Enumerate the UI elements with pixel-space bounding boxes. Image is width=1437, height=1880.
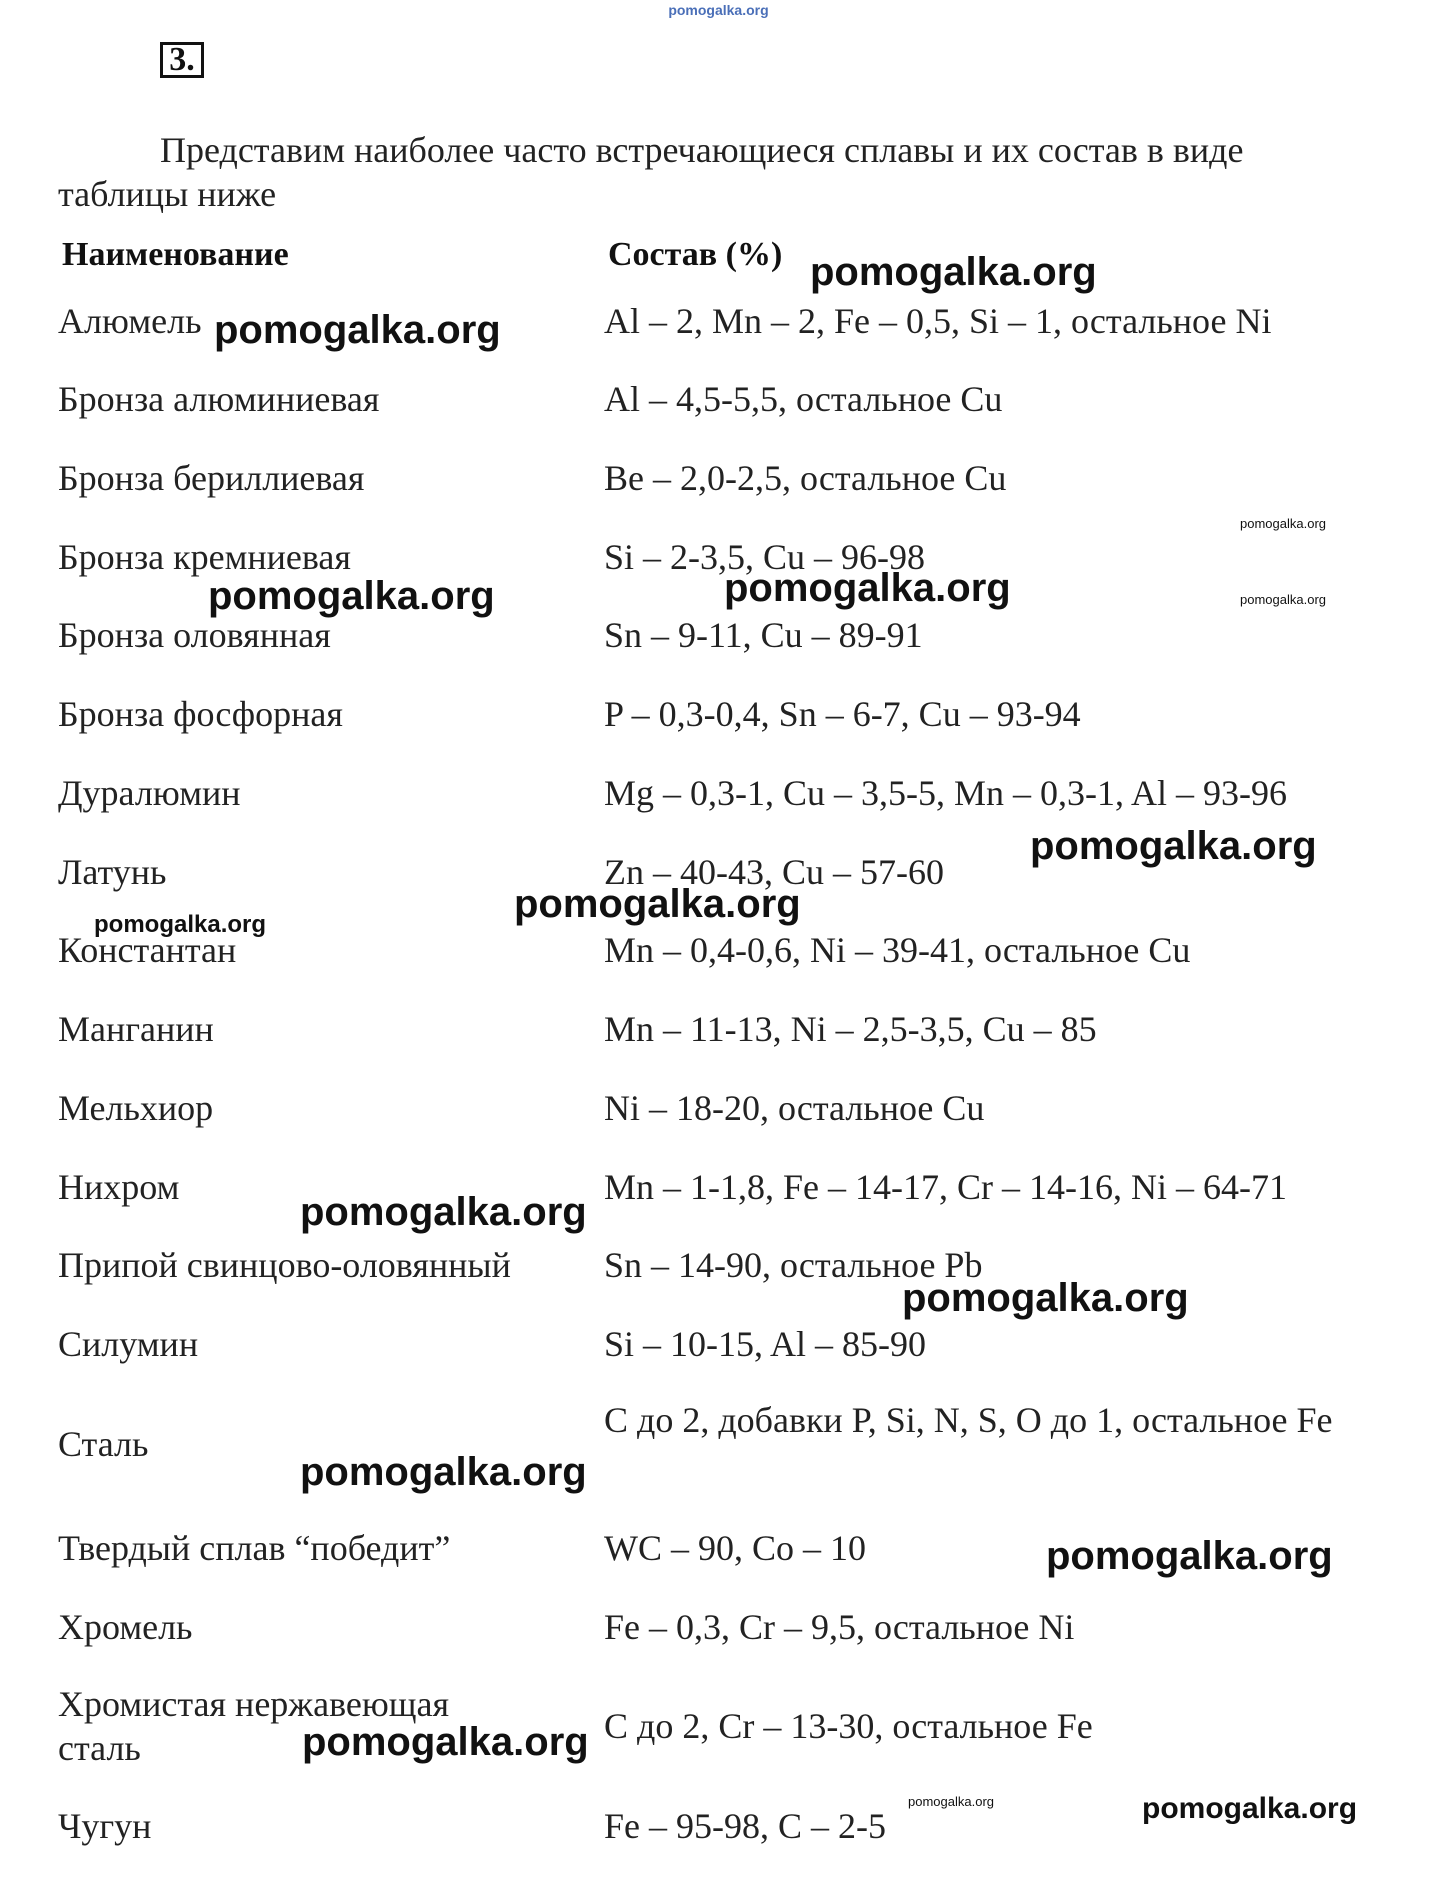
alloy-composition: Sn – 9-11, Cu – 89-91 (604, 615, 923, 655)
alloy-name: Твердый сплав “победит” (58, 1528, 451, 1568)
watermark: pomogalka.org (810, 250, 1097, 294)
alloy-name: Алюмель (58, 301, 202, 341)
alloy-composition: WC – 90, Co – 10 (604, 1528, 867, 1568)
watermark: pomogalka.org (514, 882, 801, 926)
watermark: pomogalka.org (1030, 824, 1317, 868)
watermark: pomogalka.org (214, 308, 501, 352)
alloy-composition: C до 2, добавки P, Si, N, S, O до 1, остальное Fe (604, 1400, 1333, 1440)
watermark: pomogalka.org (724, 566, 1011, 610)
alloy-composition: Mg – 0,3-1, Cu – 3,5-5, Mn – 0,3-1, Al – 93-96 (604, 773, 1287, 813)
watermark: pomogalka.org (902, 1276, 1189, 1320)
alloy-composition: Si – 2-3,5, Cu – 96-98 (604, 537, 926, 577)
alloy-name: Мельхиор (58, 1088, 214, 1128)
alloy-composition: Sn – 14-90, остальное Pb (604, 1245, 983, 1285)
alloy-composition: Mn – 11-13, Ni – 2,5-3,5, Cu – 85 (604, 1009, 1097, 1049)
alloy-composition: Fe – 95-98, C – 2-5 (604, 1806, 886, 1846)
alloy-name: Бронза оловянная (58, 615, 331, 655)
alloy-composition: Zn – 40-43, Cu – 57-60 (604, 852, 944, 892)
watermark: pomogalka.org (302, 1720, 589, 1764)
alloy-name: Силумин (58, 1324, 199, 1364)
alloy-composition: Ni – 18-20, остальное Cu (604, 1088, 985, 1128)
header-composition: Состав (%) (608, 236, 783, 273)
alloy-composition: P – 0,3-0,4, Sn – 6-7, Cu – 93-94 (604, 694, 1081, 734)
watermark: pomogalka.org (208, 574, 495, 618)
intro-paragraph: Представим наиболее часто встречающиеся сплавы и их состав в виде таблицы ниже (58, 130, 1244, 214)
alloy-name: Латунь (58, 852, 167, 892)
alloy-composition: Mn – 0,4-0,6, Ni – 39-41, остальное Cu (604, 930, 1191, 970)
watermark: pomogalka.org (1142, 1792, 1358, 1825)
watermark: pomogalka.org (1240, 592, 1326, 607)
alloy-name: Дуралюмин (58, 773, 241, 813)
alloy-composition: Be – 2,0-2,5, остальное Cu (604, 458, 1007, 498)
watermark: pomogalka.org (94, 911, 267, 938)
alloy-name: Сталь (58, 1424, 149, 1464)
alloy-composition: Mn – 1-1,8, Fe – 14-17, Cr – 14-16, Ni – 64-71 (604, 1167, 1287, 1207)
alloy-name: Припой свинцово-оловянный (58, 1245, 511, 1285)
alloy-name: Хромель (58, 1607, 193, 1647)
watermark: pomogalka.org (908, 1794, 994, 1809)
top-watermark: pomogalka.org (668, 2, 769, 18)
task-number: 3. (160, 42, 204, 78)
alloy-name: Константан (58, 930, 237, 970)
alloy-name: Бронза фосфорная (58, 694, 343, 734)
alloy-name: Хромистая нержавеющая сталь (58, 1684, 450, 1768)
alloy-name: Бронза бериллиевая (58, 458, 365, 498)
alloy-composition: C до 2, Cr – 13-30, остальное Fe (604, 1706, 1093, 1746)
watermark: pomogalka.org (1240, 516, 1326, 531)
alloy-name: Бронза кремниевая (58, 537, 351, 577)
header-name: Наименование (62, 236, 289, 273)
alloy-name: Нихром (58, 1167, 180, 1207)
watermark: pomogalka.org (1046, 1534, 1333, 1578)
alloy-name: Манганин (58, 1009, 214, 1049)
alloy-composition: Si – 10-15, Al – 85-90 (604, 1324, 927, 1364)
alloy-composition: Fe – 0,3, Cr – 9,5, остальное Ni (604, 1607, 1075, 1647)
alloy-composition: Al – 2, Mn – 2, Fe – 0,5, Si – 1, остальное Ni (604, 301, 1272, 341)
alloy-name: Бронза алюминиевая (58, 379, 380, 419)
alloy-composition: Al – 4,5-5,5, остальное Cu (604, 379, 1003, 419)
alloy-name: Чугун (58, 1806, 152, 1846)
watermark: pomogalka.org (300, 1190, 587, 1234)
watermark: pomogalka.org (300, 1450, 587, 1494)
